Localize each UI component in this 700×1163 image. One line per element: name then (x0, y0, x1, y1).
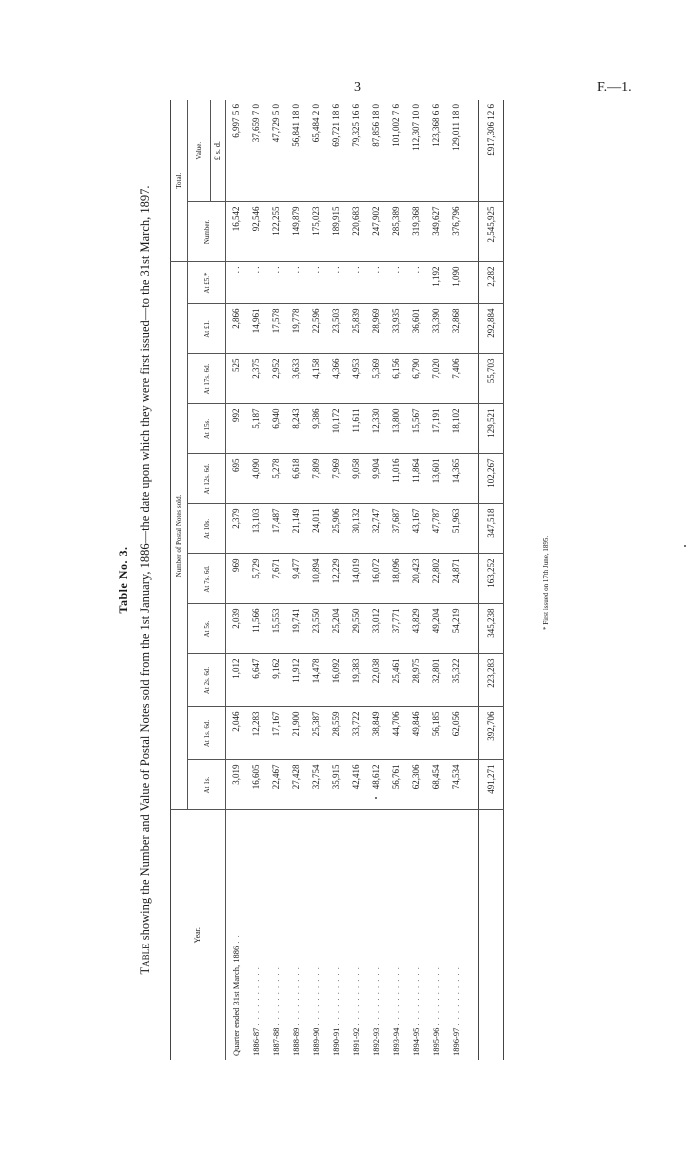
count-cell: . . (346, 262, 366, 304)
grand-total-number: 2,545,925 (479, 202, 504, 262)
count-cell: 7,809 (306, 454, 326, 504)
count-cell: 18,102 (446, 404, 466, 454)
count-cell: 24,011 (306, 504, 326, 554)
count-cell: 15,567 (406, 404, 426, 454)
year-header: Year. (171, 810, 226, 1060)
footnote: * First issued on 17th June, 1895. (542, 535, 550, 630)
year-cell (386, 810, 406, 1060)
denomination-header: At 15s. (188, 404, 226, 454)
count-cell: 4,953 (346, 354, 366, 404)
count-cell: . . (326, 262, 346, 304)
count-cell: 23,503 (326, 304, 346, 354)
count-cell: 20,423 (406, 554, 426, 604)
count-cell: 17,167 (266, 707, 286, 760)
count-cell: 2,866 (226, 304, 247, 354)
total-value-cell: 101,002 7 6 (391, 103, 401, 147)
spacer-cell (466, 707, 479, 760)
count-cell: 49,204 (426, 604, 446, 654)
count-cell: 49,846 (406, 707, 426, 760)
count-cell: 4,158 (306, 354, 326, 404)
total-value-cell: 65,484 2 0 (311, 103, 321, 143)
total-value-cell: 69,721 18 6 (331, 103, 341, 147)
count-cell: 15,553 (266, 604, 286, 654)
count-cell: 19,778 (286, 304, 306, 354)
table-row (226, 100, 247, 1060)
year-cell (306, 810, 326, 1060)
totals-row (479, 100, 504, 1060)
count-cell: 14,961 (246, 304, 266, 354)
print-speck (375, 797, 377, 799)
count-cell: 12,229 (326, 554, 346, 604)
count-cell: 28,975 (406, 654, 426, 707)
year-cell (346, 810, 366, 1060)
denomination-header: At 1s. 6d. (188, 707, 226, 760)
count-cell: 6,618 (286, 454, 306, 504)
count-cell: 11,864 (406, 454, 426, 504)
count-cell: 62,306 (406, 760, 426, 810)
value-units: £ s. d. (211, 100, 226, 202)
count-cell: 32,754 (306, 760, 326, 810)
count-cell: . . (286, 262, 306, 304)
count-cell: 44,706 (386, 707, 406, 760)
total-number-cell: 319,368 (406, 202, 426, 262)
denomination-header: At £5.* (188, 262, 226, 304)
spacer-cell (466, 604, 479, 654)
count-cell: 14,019 (346, 554, 366, 604)
total-count-cell: 491,271 (479, 760, 504, 810)
count-cell: 695 (226, 454, 247, 504)
spacer-cell (466, 404, 479, 454)
leader-dots: . . . . . . . . . . (431, 966, 441, 1026)
document-code: F.—1. (597, 80, 632, 95)
count-cell: 51,963 (446, 504, 466, 554)
count-cell: 25,461 (386, 654, 406, 707)
count-cell: 5,187 (246, 404, 266, 454)
count-cell: . . (386, 262, 406, 304)
count-cell: 4,090 (246, 454, 266, 504)
year-cell (266, 810, 286, 1060)
count-cell: 27,428 (286, 760, 306, 810)
leader-dots: . . . . . . . . . . (391, 966, 401, 1026)
total-value-cell: 79,325 16 6 (351, 103, 361, 147)
count-cell: 2,046 (226, 707, 247, 760)
table-row (326, 100, 346, 1060)
year-label: 1894-95 (411, 1027, 421, 1056)
count-cell: 21,900 (286, 707, 306, 760)
leader-dots: . . . . . . . . . . (411, 966, 421, 1026)
denomination-header: At 10s. (188, 504, 226, 554)
total-value-cell: 6,997 5 6 (231, 103, 241, 138)
count-cell: 68,454 (426, 760, 446, 810)
denomination-header: At 7s. 6d. (188, 554, 226, 604)
count-cell: 74,534 (446, 760, 466, 810)
postal-notes-table (170, 100, 504, 1060)
count-cell: 24,871 (446, 554, 466, 604)
count-cell: 9,477 (286, 554, 306, 604)
count-cell: 1,090 (446, 262, 466, 304)
year-label: 1892-93 (371, 1027, 381, 1056)
count-cell: 525 (226, 354, 247, 404)
count-cell: 47,787 (426, 504, 446, 554)
count-cell: 25,839 (346, 304, 366, 354)
leader-dots: . . . . . . . . . . (331, 966, 341, 1026)
count-cell: 35,915 (326, 760, 346, 810)
year-cell (406, 810, 426, 1060)
count-cell: 16,092 (326, 654, 346, 707)
total-count-cell: 223,283 (479, 654, 504, 707)
count-cell: . . (406, 262, 426, 304)
count-cell: 11,912 (286, 654, 306, 707)
count-cell: 5,729 (246, 554, 266, 604)
count-cell: 10,172 (326, 404, 346, 454)
count-cell: 62,056 (446, 707, 466, 760)
year-cell (326, 810, 346, 1060)
total-count-cell: 163,252 (479, 554, 504, 604)
count-cell: 9,058 (346, 454, 366, 504)
year-cell (426, 810, 446, 1060)
page-number: 3 (354, 80, 361, 95)
denomination-header: At £1. (188, 304, 226, 354)
total-value-cell: 123,368 6 6 (431, 103, 441, 147)
count-cell: 14,365 (446, 454, 466, 504)
count-cell: 969 (226, 554, 247, 604)
leader-dots: . . . . . . . . . . (271, 966, 281, 1026)
spacer-cell (466, 504, 479, 554)
spacer-cell (466, 100, 479, 202)
total-number-cell: 92,546 (246, 202, 266, 262)
count-cell: 32,801 (426, 654, 446, 707)
count-cell: 7,406 (446, 354, 466, 404)
year-label: 1891-92 (351, 1027, 361, 1056)
count-cell: 17,191 (426, 404, 446, 454)
denomination-header: At 2s. 6d. (188, 654, 226, 707)
count-cell: 17,578 (266, 304, 286, 354)
total-number-cell: 189,915 (326, 202, 346, 262)
grand-total-value: £917,306 12 6 (479, 100, 504, 202)
count-cell: 14,478 (306, 654, 326, 707)
spacer-cell (466, 454, 479, 504)
leader-dots: . . . . . . . . . . (371, 966, 381, 1026)
total-value-cell: 47,729 5 0 (271, 103, 281, 143)
count-cell: 6,156 (386, 354, 406, 404)
count-cell: 25,204 (326, 604, 346, 654)
count-cell: . . (246, 262, 266, 304)
count-cell: 12,283 (246, 707, 266, 760)
number-sold-header: Number of Postal Notes sold. (171, 262, 188, 810)
spacer-cell (466, 760, 479, 810)
count-cell: 11,016 (386, 454, 406, 504)
count-cell: 29,550 (346, 604, 366, 654)
total-value-cell: 129,011 18 0 (451, 103, 461, 151)
spacer-cell (466, 202, 479, 262)
total-value-cell: 37,659 7 0 (251, 103, 261, 143)
count-cell: 992 (226, 404, 247, 454)
count-cell: . . (266, 262, 286, 304)
count-cell: 6,790 (406, 354, 426, 404)
count-cell: 28,559 (326, 707, 346, 760)
table-header (171, 100, 226, 1060)
table-row (426, 100, 446, 1060)
count-cell: 28,969 (366, 304, 386, 354)
count-cell: 13,800 (386, 404, 406, 454)
total-number-cell: 285,389 (386, 202, 406, 262)
count-cell: 4,366 (326, 354, 346, 404)
spacer-cell (466, 810, 479, 1060)
spacer-cell (466, 354, 479, 404)
count-cell: 22,596 (306, 304, 326, 354)
count-cell: 32,868 (446, 304, 466, 354)
count-cell: 56,761 (386, 760, 406, 810)
count-cell: 33,722 (346, 707, 366, 760)
count-cell: 16,605 (246, 760, 266, 810)
table-row (446, 100, 466, 1060)
year-label: 1890-91 (331, 1027, 341, 1056)
count-cell: 25,906 (326, 504, 346, 554)
count-cell: 6,940 (266, 404, 286, 454)
count-cell: 16,072 (366, 554, 386, 604)
table-row (306, 100, 326, 1060)
table-row (346, 100, 366, 1060)
count-cell: 9,386 (306, 404, 326, 454)
count-cell: . . (366, 262, 386, 304)
table-title: Table No. 3. (116, 546, 130, 614)
count-cell: 1,012 (226, 654, 247, 707)
leader-dots: . . . . . . . . . . (351, 966, 361, 1026)
leader-dots: . . . . . . . . . . (451, 966, 461, 1026)
count-cell: 11,611 (346, 404, 366, 454)
count-cell: 35,322 (446, 654, 466, 707)
count-cell: 2,375 (246, 354, 266, 404)
total-number-cell: 349,627 (426, 202, 446, 262)
total-count-cell: 129,521 (479, 404, 504, 454)
count-cell: 13,103 (246, 504, 266, 554)
spacer-row (466, 100, 479, 1060)
count-cell: 7,671 (266, 554, 286, 604)
count-cell: 42,416 (346, 760, 366, 810)
spacer-cell (466, 554, 479, 604)
leader-dots: . . (231, 934, 241, 944)
count-cell: 23,550 (306, 604, 326, 654)
total-number-cell: 220,683 (346, 202, 366, 262)
count-cell: 9,162 (266, 654, 286, 707)
table-body (226, 100, 504, 1060)
count-cell: 3,633 (286, 354, 306, 404)
count-cell: 33,935 (386, 304, 406, 354)
total-number-cell: 16,542 (226, 202, 247, 262)
count-cell: 37,771 (386, 604, 406, 654)
table-row (386, 100, 406, 1060)
year-label: 1896-97 (451, 1027, 461, 1056)
count-cell: 2,379 (226, 504, 247, 554)
leader-dots: . . . . . . . . . . (311, 966, 321, 1026)
count-cell: 7,020 (426, 354, 446, 404)
print-speck (684, 545, 686, 547)
count-cell: 43,167 (406, 504, 426, 554)
total-number-header: Number. (188, 202, 226, 262)
count-cell: 10,894 (306, 554, 326, 604)
leader-dots: . . . . . . . . . . (291, 966, 301, 1026)
count-cell: 8,243 (286, 404, 306, 454)
denomination-header: At 17s. 6d. (188, 354, 226, 404)
total-number-cell: 122,255 (266, 202, 286, 262)
count-cell: 5,369 (366, 354, 386, 404)
year-label: Quarter ended 31st March, 1886 (231, 945, 241, 1056)
spacer-cell (466, 262, 479, 304)
denomination-header: At 1s. (188, 760, 226, 810)
count-cell: 12,330 (366, 404, 386, 454)
denomination-header: At 5s. (188, 604, 226, 654)
table-subtitle-prefix: Table (138, 943, 152, 975)
count-cell: . . (226, 262, 247, 304)
count-cell: 9,904 (366, 454, 386, 504)
total-value-cell: 87,856 18 0 (371, 103, 381, 147)
year-label: 1888-89 (291, 1027, 301, 1056)
year-label: 1889-90 (311, 1027, 321, 1056)
year-cell (286, 810, 306, 1060)
total-header: Total. (171, 100, 188, 262)
count-cell: 22,802 (426, 554, 446, 604)
total-number-cell: 175,023 (306, 202, 326, 262)
count-cell: 6,647 (246, 654, 266, 707)
total-number-cell: 247,902 (366, 202, 386, 262)
count-cell: 2,952 (266, 354, 286, 404)
count-cell: 7,969 (326, 454, 346, 504)
count-cell: 36,601 (406, 304, 426, 354)
total-count-cell: 292,884 (479, 304, 504, 354)
total-count-cell: 347,518 (479, 504, 504, 554)
table-subtitle (138, 100, 153, 1060)
count-cell: 21,149 (286, 504, 306, 554)
count-cell: 30,132 (346, 504, 366, 554)
year-label: 1895-96 (431, 1027, 441, 1056)
leader-dots: . . . . . . . . . . (251, 966, 261, 1026)
spacer-cell (466, 654, 479, 707)
count-cell: 19,383 (346, 654, 366, 707)
count-cell: 38,849 (366, 707, 386, 760)
count-cell: 17,487 (266, 504, 286, 554)
count-cell: 25,387 (306, 707, 326, 760)
count-cell: 3,019 (226, 760, 247, 810)
total-value-cell: 56,841 18 0 (291, 103, 301, 147)
totals-label-cell (479, 810, 504, 1060)
year-label: 1893-94 (391, 1027, 401, 1056)
table-row (266, 100, 286, 1060)
count-cell: 1,192 (426, 262, 446, 304)
count-cell: . . (306, 262, 326, 304)
count-cell: 43,829 (406, 604, 426, 654)
count-cell: 32,747 (366, 504, 386, 554)
count-cell: 37,687 (386, 504, 406, 554)
table-heading (116, 100, 153, 1060)
year-cell (366, 810, 386, 1060)
total-count-cell: 55,703 (479, 354, 504, 404)
count-cell: 22,467 (266, 760, 286, 810)
rotated-table-block (110, 100, 580, 1060)
count-cell: 22,038 (366, 654, 386, 707)
total-count-cell: 102,267 (479, 454, 504, 504)
total-count-cell: 345,238 (479, 604, 504, 654)
table-row (366, 100, 386, 1060)
total-number-cell: 376,796 (446, 202, 466, 262)
spacer-cell (466, 304, 479, 354)
count-cell: 33,012 (366, 604, 386, 654)
denomination-header: At 12s. 6d. (188, 454, 226, 504)
count-cell: 56,185 (426, 707, 446, 760)
total-value-header: Value. (188, 100, 211, 202)
count-cell: 2,039 (226, 604, 247, 654)
table-row (286, 100, 306, 1060)
total-count-cell: 2,282 (479, 262, 504, 304)
year-cell (226, 810, 247, 1060)
table-subtitle-rest: showing the Number and Value of Postal Notes sold from the 1st January, 1886—the date upon which they were first issued—to the 31st March, 1897. (138, 185, 152, 944)
count-cell: 18,096 (386, 554, 406, 604)
count-cell: 33,390 (426, 304, 446, 354)
table-row (246, 100, 266, 1060)
year-cell (446, 810, 466, 1060)
year-cell (246, 810, 266, 1060)
total-value-cell: 112,307 10 0 (411, 103, 421, 151)
total-number-cell: 149,879 (286, 202, 306, 262)
total-count-cell: 392,706 (479, 707, 504, 760)
count-cell: 48,612 (366, 760, 386, 810)
count-cell: 54,219 (446, 604, 466, 654)
year-label: 1886-87 (251, 1027, 261, 1056)
count-cell: 11,566 (246, 604, 266, 654)
count-cell: 5,278 (266, 454, 286, 504)
table-row (406, 100, 426, 1060)
year-label: 1887-88 (271, 1027, 281, 1056)
count-cell: 13,601 (426, 454, 446, 504)
count-cell: 19,741 (286, 604, 306, 654)
